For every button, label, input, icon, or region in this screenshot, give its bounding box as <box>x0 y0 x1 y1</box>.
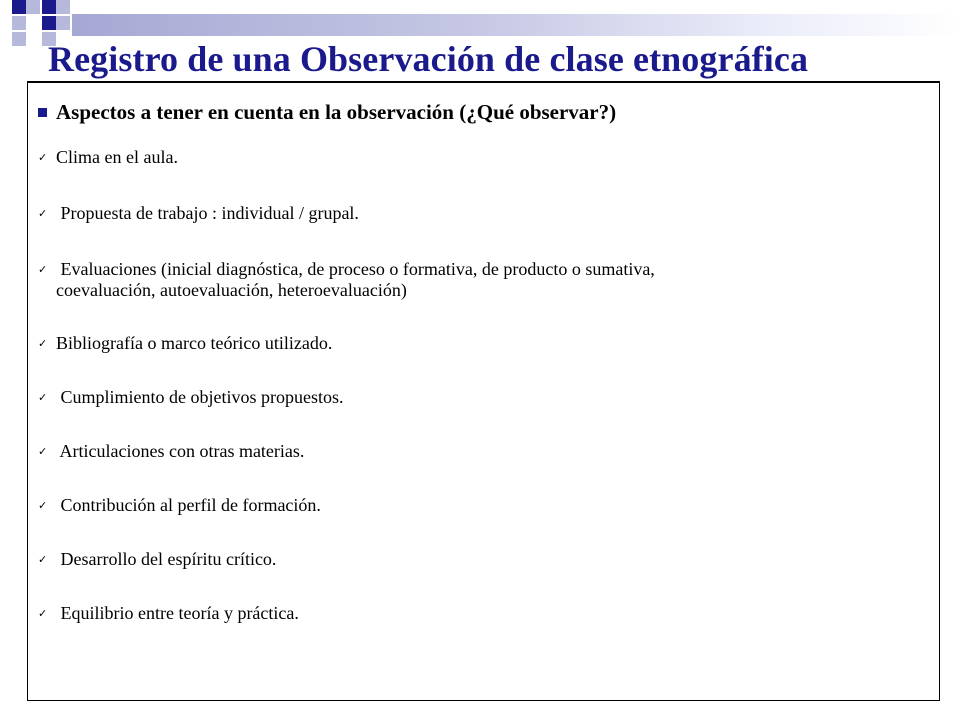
title-gradient-bar <box>72 14 960 36</box>
decor-square-lavender-2 <box>56 0 70 14</box>
list-item-text: Propuesta de trabajo : individual / grupal. <box>56 203 359 223</box>
list-item <box>38 333 332 354</box>
list-item <box>38 495 321 516</box>
list-item-text: Articulaciones con otras materias. <box>56 441 305 461</box>
decor-square-navy-3 <box>42 16 56 30</box>
list-item-text: Evaluaciones (inicial diagnóstica, de proceso o formativa, de producto o sumativa, <box>56 259 655 279</box>
checkmark-icon: ✓ <box>38 151 48 164</box>
checkmark-icon: ✓ <box>38 499 48 512</box>
checkmark-icon: ✓ <box>38 607 48 620</box>
list-item-text: Cumplimiento de objetivos propuestos. <box>56 387 344 407</box>
decor-square-lavender-1 <box>26 0 40 14</box>
checkmark-icon: ✓ <box>38 207 48 220</box>
section-heading-text: Aspectos a tener en cuenta en la observación (¿Qué observar?) <box>56 100 617 124</box>
list-item-text: Contribución al perfil de formación. <box>56 495 321 515</box>
list-item <box>38 147 178 168</box>
list-item <box>38 387 343 408</box>
decor-square-lavender-5 <box>12 32 26 46</box>
list-item <box>38 549 276 570</box>
list-item-text: Bibliografía o marco teórico utilizado. <box>56 333 333 353</box>
decor-square-navy-2 <box>42 0 56 14</box>
decor-square-lavender-4 <box>56 16 70 30</box>
checkmark-icon: ✓ <box>38 263 48 276</box>
square-bullet-icon <box>38 108 47 117</box>
list-item-text-continued: coevaluación, autoevaluación, heteroevaluación) <box>56 280 407 300</box>
list-item <box>38 441 304 462</box>
list-item-text: Desarrollo del espíritu crítico. <box>56 549 277 569</box>
decor-square-navy-1 <box>12 0 26 14</box>
list-item-text: Clima en el aula. <box>56 147 178 167</box>
checkmark-icon: ✓ <box>38 391 48 404</box>
checkmark-icon: ✓ <box>38 553 48 566</box>
section-heading <box>38 100 616 125</box>
list-item <box>38 203 359 224</box>
list-item <box>38 603 299 624</box>
list-item-text: Equilibrio entre teoría y práctica. <box>56 603 299 623</box>
checkmark-icon: ✓ <box>38 337 48 350</box>
decor-square-lavender-3 <box>12 16 26 30</box>
checkmark-icon: ✓ <box>38 445 48 458</box>
slide-title: Registro de una Observación de clase etnográfica <box>48 39 809 79</box>
list-item <box>38 259 655 300</box>
